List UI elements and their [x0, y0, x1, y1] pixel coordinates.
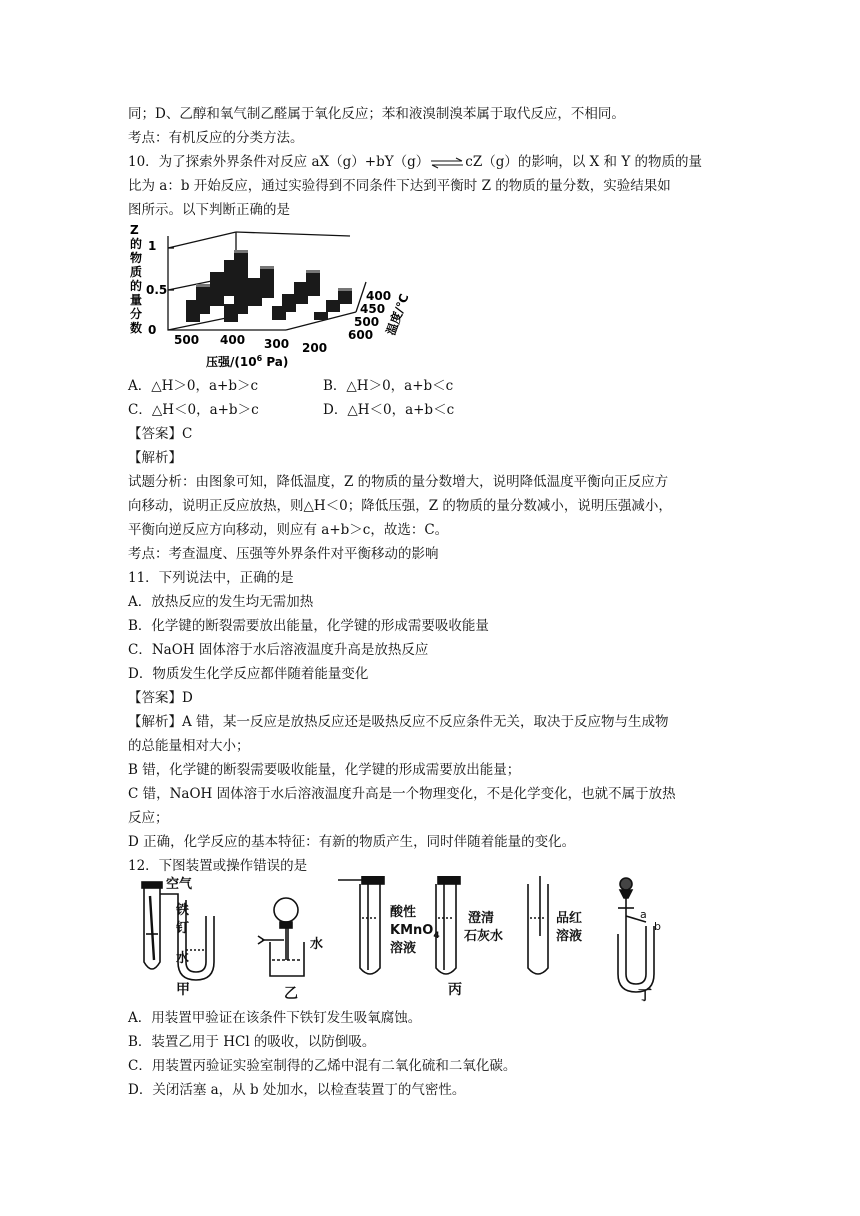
q10-stem-part: 10．为了探索外界条件对反应 aX（g）+bY（g）	[128, 154, 430, 170]
apparatus-bing	[338, 876, 548, 974]
bar	[314, 312, 328, 320]
equilibrium-arrow-icon	[429, 157, 465, 169]
x-tick: 200	[302, 341, 328, 355]
z-tick: 600	[348, 328, 374, 342]
y-label-char: 的	[130, 237, 143, 251]
q11-analysis: 的总能量相对大小；	[128, 738, 250, 754]
y-label-char: 数	[130, 321, 143, 335]
q11-analysis: 【解析】A 错，某一反应是放热反应还是吸热反应不反应条件无关，取决于反应物与生成物	[128, 714, 669, 730]
caption-bing: 丙	[448, 982, 462, 998]
q10-point: 考点：考查温度、压强等外界条件对平衡移动的影响	[128, 546, 439, 562]
q11-analysis: B 错，化学键的断裂需要吸收能量，化学键的形成需要放出能量；	[128, 762, 521, 778]
q12-option-b: B．装置乙用于 HCl 的吸收，以防倒吸。	[128, 1034, 376, 1050]
caption-jia: 甲	[176, 982, 190, 998]
ding-label-b: b	[654, 920, 661, 933]
y-label-char: 质	[130, 265, 143, 279]
jia-label-nail: 铁	[176, 903, 190, 918]
jia-label-air: 空气	[166, 877, 193, 892]
q11-option-a: A．放热反应的发生均无需加热	[128, 594, 314, 610]
bar	[326, 300, 340, 312]
apparatus-yi	[258, 898, 304, 976]
bing-label: 溶液	[390, 941, 417, 956]
jia-label-nail: 钉	[176, 921, 190, 936]
q10-stem	[128, 152, 702, 172]
q11-option-d: D．物质发生化学反应都伴随着能量变化	[128, 666, 369, 682]
q10-analysis-title: 【解析】	[128, 450, 182, 466]
q12-option-d: D．关闭活塞 a，从 b 处加水，以检查装置丁的气密性。	[128, 1082, 466, 1098]
text-line: 考点：有机反应的分类方法。	[128, 130, 304, 146]
q10-3d-bar-figure	[126, 220, 416, 370]
y-tick: 0	[148, 323, 157, 337]
text-line: 同；D、乙醇和氧气制乙醛属于氧化反应；苯和液溴制溴苯属于取代反应，不相同。	[128, 106, 625, 122]
x-tick: 500	[174, 333, 200, 347]
ding-label-a: a	[640, 908, 647, 921]
bing-label: 溶液	[556, 929, 583, 944]
bar	[234, 290, 248, 314]
x-tick: 300	[264, 337, 290, 351]
y-label-char: Z	[130, 223, 139, 237]
apparatus-ding	[618, 878, 654, 992]
z-tick: 500	[354, 315, 380, 329]
q10-answer: 【答案】C	[128, 426, 193, 442]
q10-option-c: C．△H＜0，a+b＞c	[128, 402, 259, 418]
bing-label: 酸性	[390, 905, 417, 920]
q10-stem-line: 比为 a：b 开始反应，通过实验得到不同条件下达到平衡时 Z 的物质的量分数，实验结果如	[128, 178, 671, 194]
yi-label-water: 水	[310, 937, 324, 952]
bar	[196, 284, 210, 314]
bar	[248, 278, 262, 306]
q10-option-d: D．△H＜0，a+b＜c	[323, 402, 455, 418]
q10-options-row	[128, 400, 454, 420]
y-label-char: 物	[130, 251, 143, 265]
y-label-char: 分	[130, 307, 143, 321]
jia-label-water: 水	[176, 951, 190, 966]
y-label-char: 量	[130, 293, 143, 307]
x-axis-label: 压强$/(10^6$ Pa)	[206, 354, 289, 369]
bar	[260, 266, 274, 298]
bing-label: 石灰水	[464, 929, 504, 944]
x-tick: 400	[220, 333, 246, 347]
q10-stem-part: cZ（g）的影响，以 X 和 Y 的物质的量	[465, 154, 703, 170]
q12-apparatus-figure	[126, 876, 706, 1002]
z-tick: 400	[366, 289, 392, 303]
bing-label: 澄清	[468, 911, 495, 926]
q11-answer: 【答案】D	[128, 690, 193, 706]
q10-option-b: B．△H＞0，a+b＜c	[323, 378, 454, 394]
q11-option-c: C．NaOH 固体溶于水后溶液温度升高是放热反应	[128, 642, 429, 658]
q10-analysis: 向移动，说明正反应放热，则△H＜0；降低压强，Z 的物质的量分数减小，说明压强减小，	[128, 498, 672, 514]
caption-yi: 乙	[284, 986, 298, 1002]
q11-analysis: 反应；	[128, 810, 169, 826]
q11-option-b: B．化学键的断裂需要放出能量，化学键的形成需要吸收能量	[128, 618, 489, 634]
y-label-char: 的	[130, 279, 143, 293]
bar	[282, 294, 296, 312]
q12-option-c: C．用装置丙验证实验室制得的乙烯中混有二氧化硫和二氧化碳。	[128, 1058, 517, 1074]
bing-label: KMnO$_4$	[390, 923, 440, 941]
y-tick: 0.5	[146, 283, 168, 297]
y-tick: 1	[148, 239, 157, 253]
y-axis-label	[130, 223, 142, 335]
q10-stem-line: 图所示。以下判断正确的是	[128, 202, 290, 218]
q11-analysis: C 错，NaOH 固体溶于水后溶液温度升高是一个物理变化，不是化学变化，也就不属于放热	[128, 786, 676, 802]
q11-stem: 11．下列说法中，正确的是	[128, 570, 294, 586]
bing-label: 品红	[556, 911, 583, 926]
q12-option-a: A．用装置甲验证在该条件下铁钉发生吸氧腐蚀。	[128, 1010, 422, 1026]
q11-analysis: D 正确，化学反应的基本特征：有新的物质产生，同时伴随着能量的变化。	[128, 834, 576, 850]
bar	[234, 250, 248, 290]
q10-analysis: 平衡向逆反应方向移动，则应有 a+b＞c，故选：C。	[128, 522, 449, 538]
bars	[186, 250, 352, 322]
z-axis-label: 温度/℃	[383, 291, 412, 338]
bar	[210, 272, 224, 306]
q10-analysis: 试题分析：由图象可知，降低温度，Z 的物质的量分数增大，说明降低温度平衡向正反应方	[128, 474, 669, 490]
q12-stem: 12．下图装置或操作错误的是	[128, 858, 308, 874]
z-tick: 450	[360, 302, 386, 316]
q10-options-row	[128, 376, 453, 396]
bar	[294, 282, 308, 304]
q10-option-a: A．△H＞0，a+b＞c	[128, 378, 259, 394]
caption-ding: 丁	[638, 988, 652, 1002]
bar	[306, 270, 320, 296]
